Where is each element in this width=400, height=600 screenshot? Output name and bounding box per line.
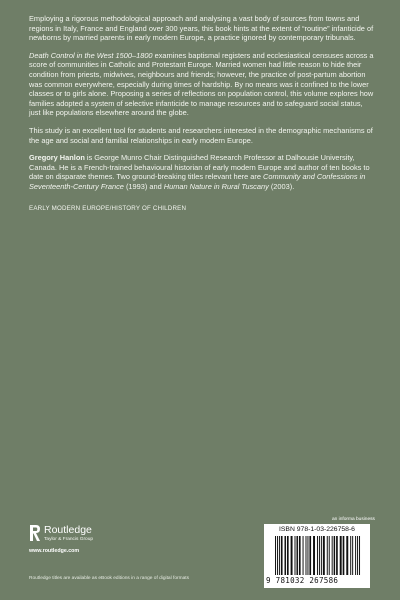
barcode-bar: [307, 536, 308, 575]
barcode-bar: [299, 536, 301, 575]
author-bio: [29, 153, 375, 191]
barcode-bar: [303, 536, 304, 575]
barcode-bar: [340, 536, 342, 575]
barcode-bar: [334, 536, 335, 575]
barcode-bar: [352, 536, 353, 575]
author-bio-text-3: (2003).: [268, 181, 295, 191]
barcode-bar: [313, 536, 315, 575]
barcode-bar: [350, 536, 351, 575]
publisher-name: Routledge: [44, 524, 92, 536]
barcode-bar: [327, 536, 328, 575]
barcode-bar: [359, 536, 360, 575]
publisher-group: Taylor & Francis Group: [44, 537, 94, 542]
barcode-bar: [355, 536, 356, 575]
barcode-bar: [275, 536, 276, 575]
book-title: Death Control in the West 1500–1800: [29, 50, 153, 60]
blurb-paragraph-2-rest: examines baptismal registers and ecclesiastical censuses across a score of communities in Catholic and Protestant Europe. Married women had little reason to hide their condition from priests, midwives, neighbours and friends; however, the practice of post-partum abortion was common everywhere, especially during times of hardship. By no means was it confined to the lower classes or to girls alone. Proposing a series of reflections on population control, this volume explores how families adopted a system of selective infanticide to manage resources and to safeguard social status, just like populations elsewhere around the globe.: [29, 50, 374, 118]
barcode-bar: [329, 536, 330, 575]
barcode-bar: [281, 536, 283, 575]
subject-category: EARLY MODERN EUROPE/HISTORY OF CHILDREN: [29, 204, 187, 212]
barcode-box: [264, 524, 370, 588]
publisher-block: [29, 524, 139, 560]
barcode-bar: [319, 536, 320, 575]
barcode-bar: [291, 536, 293, 575]
barcode-graphic: [275, 536, 361, 576]
barcode-bar: [336, 536, 338, 575]
author-bio-text-2: (1993) and: [123, 181, 164, 191]
barcode-bar: [309, 536, 311, 575]
barcode-number: 9 781032 267586: [266, 576, 339, 585]
ebook-note: Routledge titles are available as eBook editions in a range of digital formats: [29, 576, 189, 581]
author-name: Gregory Hanlon: [29, 153, 85, 163]
barcode-bar: [321, 536, 322, 575]
publisher-url[interactable]: www.routledge.com: [29, 548, 80, 554]
author-bio-text-1: is George Munro Chair Distinguished Research Professor at Dalhousie University, Canada. He is a French-trained behavioural historian of early modern Europe and author of ten books to date on disparate themes. Two ground-breaking titles relevant here are: [29, 153, 370, 182]
barcode-bar: [285, 536, 286, 575]
barcode-bar: [277, 536, 278, 575]
barcode-bar: [346, 536, 348, 575]
related-title-2: Human Nature in Rural Tuscany: [163, 181, 269, 191]
barcode-bar: [287, 536, 289, 575]
blurb-paragraph-2: [29, 51, 375, 118]
back-cover-text: [29, 14, 375, 213]
informa-business-tag: an informa business: [332, 517, 375, 522]
barcode-bar: [317, 536, 318, 575]
isbn-label: ISBN 978-1-03-226758-6: [279, 526, 355, 533]
blurb-paragraph-1: Employing a rigorous methodological approach and analysing a vast body of sources from towns and regions in Italy, France and England over 300 years, this book hints at the extent of “routine” infanticide of newborns by married parents in early modern Europe, a practice ignored by contemporary tribunals.: [29, 14, 374, 43]
barcode-bar: [306, 536, 307, 575]
barcode-bar: [323, 536, 325, 575]
related-title-1: Community and Confessions in Seventeenth-Century France: [29, 172, 366, 191]
barcode-bar: [279, 536, 280, 575]
barcode-bar: [296, 536, 297, 575]
routledge-logo-icon: [29, 524, 41, 542]
barcode-bar: [343, 536, 345, 575]
barcode-bar: [357, 536, 358, 575]
blurb-paragraph-3: This study is an excellent tool for students and researchers interested in the demographic mechanisms of the age and social and familial relationships in early modern Europe.: [29, 125, 373, 145]
barcode-bar: [332, 536, 333, 575]
barcode-bar: [295, 536, 296, 575]
